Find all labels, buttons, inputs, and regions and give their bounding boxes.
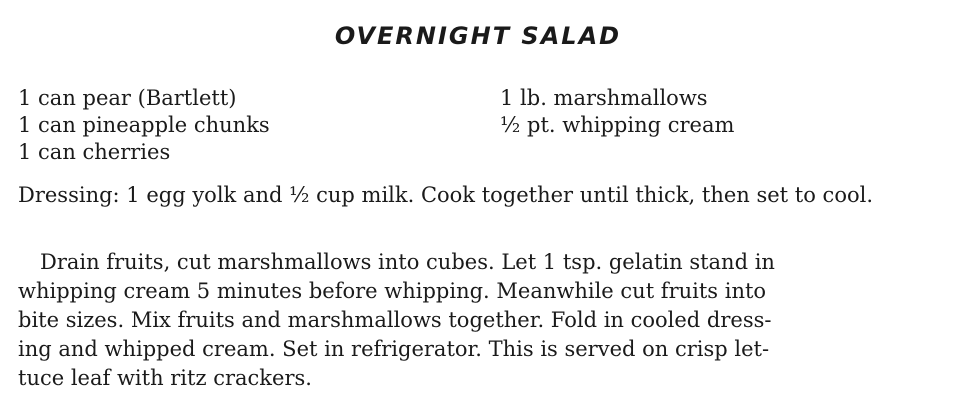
ingredient-item: 1 can cherries — [18, 140, 171, 164]
directions-line: Drain fruits, cut marshmallows into cubes. Let 1 tsp. gelatin stand in — [40, 250, 775, 274]
ingredient-item: 1 can pear (Bartlett) — [18, 86, 237, 110]
ingredient-item: 1 lb. marshmallows — [500, 86, 708, 110]
directions-line: tuce leaf with ritz crackers. — [18, 366, 312, 390]
directions-line: ing and whipped cream. Set in refrigerator. This is served on crisp let- — [18, 337, 770, 361]
ingredient-list-left — [18, 85, 270, 166]
directions-line: bite sizes. Mix fruits and marshmallows together. Fold in cooled dress- — [18, 308, 772, 332]
directions-line: whipping cream 5 minutes before whipping. Meanwhile cut fruits into — [18, 279, 767, 303]
dressing-instructions: Dressing: 1 egg yolk and ½ cup milk. Cook together until thick, then set to cool. — [18, 183, 873, 207]
ingredient-item: ½ pt. whipping cream — [500, 113, 735, 137]
ingredient-item: 1 can pineapple chunks — [18, 113, 270, 137]
ingredient-list-right — [500, 85, 734, 139]
recipe-title: OVERNIGHT SALAD — [334, 22, 622, 50]
